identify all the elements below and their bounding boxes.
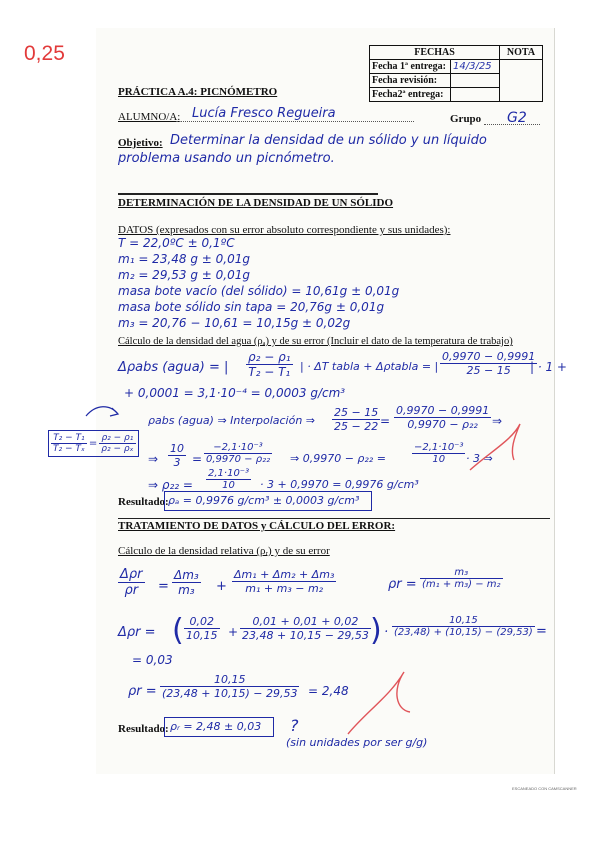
footer-note: ESCANEADO CON CAMSCANNER <box>512 786 577 791</box>
f4-right: = 2,48 <box>308 684 349 698</box>
step3-right: · 3 + 0,9970 = 0,9976 g/cm³ <box>260 478 419 491</box>
result1-value: ρₐ = 0,9976 g/cm³ ± 0,0003 g/cm³ <box>168 494 360 507</box>
side-fraction-left-num: T₂ − T₁ <box>51 433 87 444</box>
eq1-fraction2-num: 0,9970 − 0,9991 <box>442 350 536 363</box>
step3-left: ⇒ ρ₂₂ = <box>148 478 193 492</box>
side-fraction-left-den: T₂ − Tₓ <box>53 444 85 454</box>
fechas-header: FECHAS <box>370 46 500 60</box>
eq1-left: Δρabs (agua) = | <box>118 360 229 375</box>
interp-fraction2-num: 0,9970 − 0,9991 <box>396 404 490 417</box>
data-line-4: masa bote vacío (del sólido) = 10,61g ± 0,01g <box>118 284 400 298</box>
step2-fraction1-num: 10 <box>170 442 184 455</box>
f3: = 0,03 <box>132 653 173 667</box>
step2-fraction3-den: 10 <box>432 454 446 465</box>
rel-heading: Cálculo de la densidad relativa (ρᵣ) y de su error <box>118 545 330 557</box>
practice-title: PRÁCTICA A.4: PICNÓMETRO <box>118 86 278 98</box>
nota-header: NOTA <box>500 46 543 60</box>
step2-arrow: ⇒ <box>148 452 159 466</box>
eq1-right: | · 1 + <box>530 360 567 374</box>
f2-close-paren: ) <box>370 613 382 648</box>
f2-a-den: 10,15 <box>186 629 218 642</box>
data-line-2: m₁ = 23,48 g ± 0,01g <box>118 252 250 266</box>
result2-value: ρᵣ = 2,48 ± 0,03 <box>170 720 262 733</box>
f2-end: = <box>536 624 547 639</box>
f1-a-den: m₃ <box>178 583 195 597</box>
section1-title: DETERMINACIÓN DE LA DENSIDAD DE UN SÓLIDO <box>118 197 394 209</box>
f1-left-num: Δρr <box>120 567 143 582</box>
side-fraction-right-den: ρ₂ − ρₓ <box>101 444 134 454</box>
result2-note: (sin unidades por ser g/g) <box>286 736 428 749</box>
f2-c-den: (23,48) + (10,15) − (29,53) <box>394 627 533 638</box>
f1-left-den: ρr <box>124 583 139 598</box>
f2-b-den: 23,48 + 10,15 − 29,53 <box>242 629 369 642</box>
second-delivery-label: Fecha2ª entrega: <box>370 88 451 102</box>
objective-label: Objetivo: <box>118 137 163 149</box>
f4-left: ρr = <box>128 684 157 699</box>
data-line-3: m₂ = 29,53 g ± 0,01g <box>118 268 250 282</box>
f2-c-num: 10,15 <box>392 615 535 627</box>
step2-fraction3-num: −2,1·10⁻³ <box>414 442 464 453</box>
revision-label: Fecha revisión: <box>370 74 451 88</box>
f2-a-num: 0,02 <box>184 615 220 629</box>
student-label: ALUMNO/A: <box>118 111 181 123</box>
f2-open-paren: ( <box>172 613 184 648</box>
f1-b-num: Δm₁ + Δm₂ + Δm₃ <box>234 568 335 581</box>
f2-left: Δρr = <box>118 625 156 640</box>
data-heading: DATOS (expresados con su error absoluto correspondiente y sus unidades): <box>118 224 451 236</box>
side-formula-equals: = <box>88 438 98 449</box>
question-mark: ? <box>290 716 299 735</box>
group-value: G2 <box>507 110 527 126</box>
red-checkmark-1 <box>470 424 520 470</box>
group-label: Grupo <box>450 113 482 125</box>
section2-title: TRATAMIENTO DE DATOS y CÁLCULO DEL ERROR: <box>118 520 396 532</box>
result1-label: Resultado: <box>118 496 169 508</box>
f1-rho-num: m₃ <box>420 567 503 579</box>
data-line-5: masa bote sólido sin tapa = 20,76g ± 0,01g <box>118 300 385 314</box>
f2-b-num: 0,01 + 0,01 + 0,02 <box>240 615 371 629</box>
eq1-mid: | · ΔT tabla + Δρtabla = | <box>300 360 439 373</box>
eq2: + 0,0001 = 3,1·10⁻⁴ = 0,0003 g/cm³ <box>124 386 346 400</box>
interp-left: ρabs (agua) ⇒ Interpolación ⇒ <box>148 414 316 427</box>
eq1-fraction2-den: 25 − 15 <box>466 364 511 377</box>
side-fraction-right-num: ρ₂ − ρ₁ <box>99 433 135 444</box>
interp-fraction1-num: 25 − 15 <box>334 406 379 419</box>
f1-a-num: Δm₃ <box>174 568 199 582</box>
step2-equals: = <box>192 452 203 466</box>
f2-plus: + <box>228 625 239 639</box>
f4-den: (23,48 + 10,15) − 29,53 <box>162 687 298 700</box>
interp-equals: = <box>380 414 391 428</box>
f1-rho-label: ρr = <box>388 577 417 592</box>
objective-line-2: problema usando un picnómetro. <box>118 151 335 166</box>
interp-fraction2-den: 0,9970 − ρ₂₂ <box>407 418 478 431</box>
step2-fraction2-num: −2,1·10⁻³ <box>204 442 272 454</box>
data-line-6: m₃ = 20,76 − 10,61 = 10,15g ± 0,02g <box>118 316 351 330</box>
margin-arrow-head <box>110 408 118 416</box>
red-checkmark-2 <box>348 672 410 734</box>
first-delivery-label: Fecha 1ª entrega: <box>370 60 451 74</box>
interp-arrow: ⇒ <box>492 414 503 428</box>
f1-equals: = <box>158 579 169 594</box>
step2-fraction2-den: 0,9970 − ρ₂₂ <box>206 454 271 465</box>
eq1-fraction-den: T₂ − T₁ <box>248 365 291 379</box>
result2-label: Resultado: <box>118 723 169 735</box>
f1-b-den: m₁ + m₃ − m₂ <box>245 582 324 595</box>
eq1-fraction-num: ρ₂ − ρ₁ <box>248 350 291 364</box>
grade: 0,25 <box>24 42 65 65</box>
step3-fraction-den: 10 <box>222 480 235 491</box>
first-delivery-date: 14/3/25 <box>451 60 500 74</box>
student-name: Lucía Fresco Regueira <box>192 106 336 121</box>
step2-end: · 3 ⇒ <box>466 452 493 465</box>
water-heading: Cálculo de la densidad del agua (ρₐ) y de su error (Incluir el dato de la temperatura de trabajo) <box>118 336 513 347</box>
data-line-1: T = 22,0ºC ± 0,1ºC <box>118 236 235 250</box>
step2-fraction1-den: 3 <box>173 456 181 469</box>
f4-num: 10,15 <box>160 673 299 687</box>
f1-plus: + <box>216 579 227 594</box>
f1-rho-den: (m₁ + m₃) − m₂ <box>422 579 501 590</box>
step2-middle: ⇒ 0,9970 − ρ₂₂ = <box>290 452 386 465</box>
objective-line-1: Determinar la densidad de un sólido y un líquido <box>170 133 487 148</box>
f2-dot: · <box>384 625 389 640</box>
step3-fraction-num: 2,1·10⁻³ <box>208 468 250 479</box>
interp-fraction1-den: 25 − 22 <box>334 420 379 433</box>
